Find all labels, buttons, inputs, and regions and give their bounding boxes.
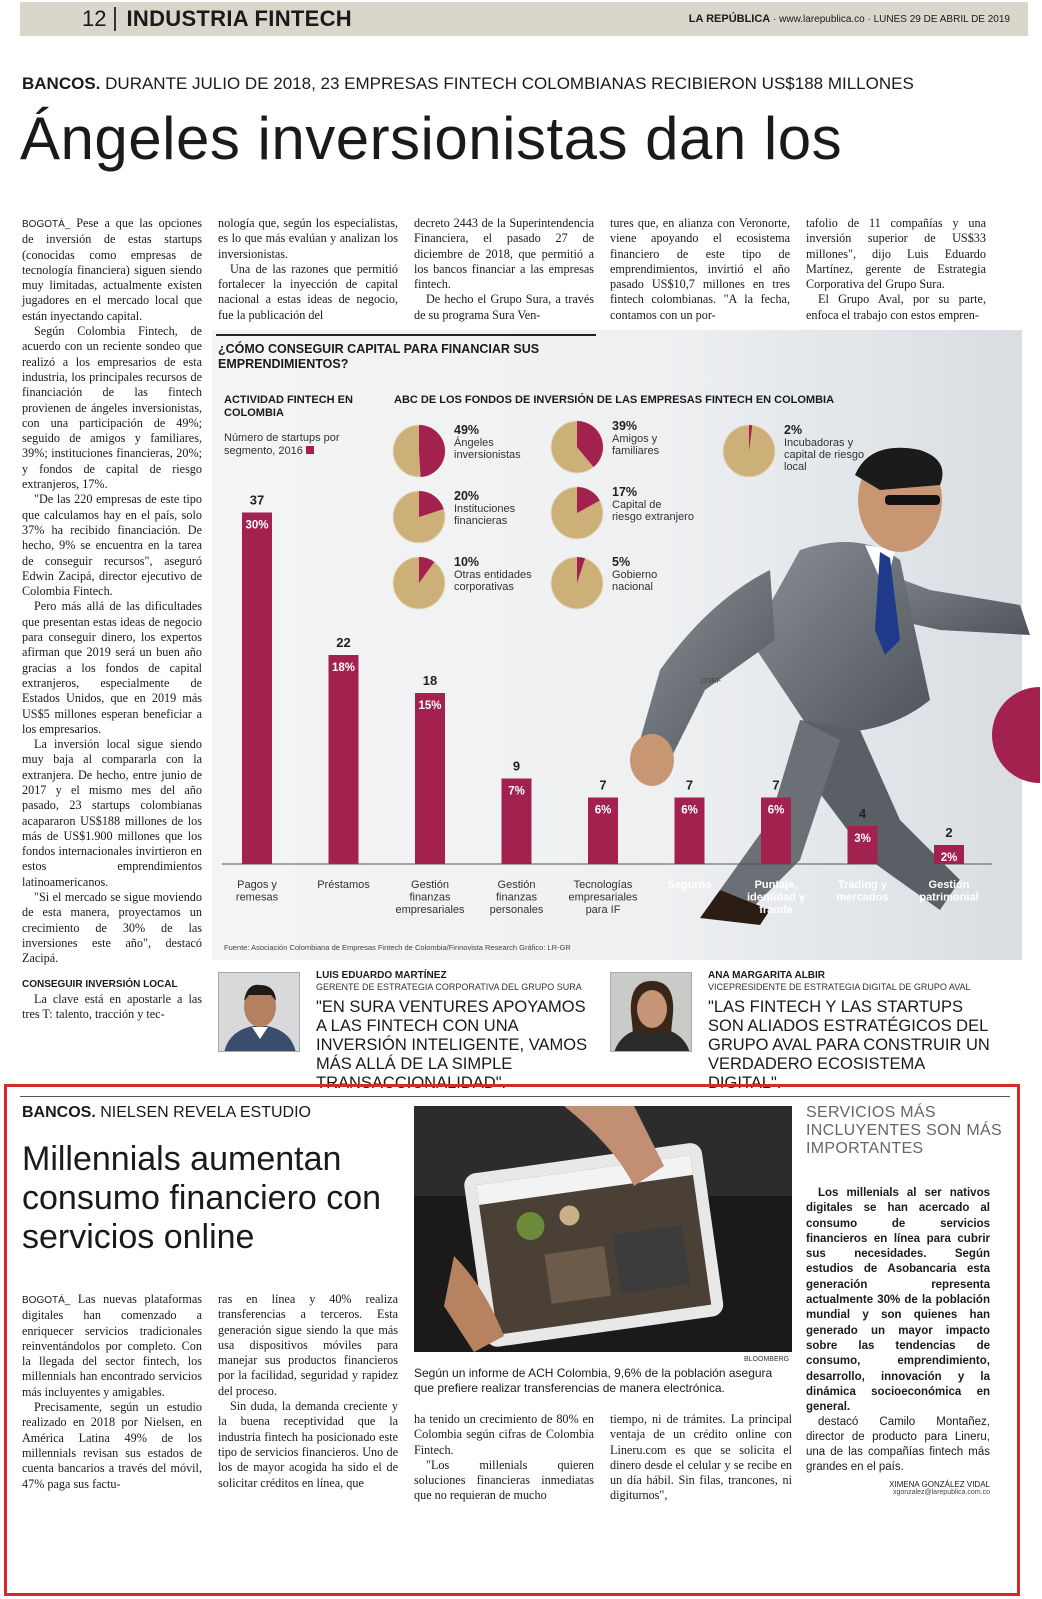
quote-text: "LAS FINTECH Y LAS STARTUPS SON ALIADOS ESTRATÉGICOS DEL GRUPO AVAL PARA CONSTRUIR UN VERDADERO ECOSISTEMA DIGITAL".: [708, 998, 990, 1092]
article-kicker: [22, 74, 914, 94]
paragraph: El Grupo Aval, por su parte, enfoca el trabajo con estos empren-: [806, 292, 986, 322]
paragraph: Las nuevas plataformas digitales han comenzado a enriquecer servicios tradicionales reinventándolos por completo. Con la llegada del sector fintech, los millennials han encontrado servicios más incluyentes y amigables.: [22, 1292, 203, 1399]
article2-headline: Millennials aumentan consumo financiero con servicios online: [22, 1140, 382, 1256]
tablet-photo: [414, 1106, 792, 1352]
paragraph: Sin duda, la demanda creciente y la buena receptividad que la industria fintech ha posicionado este tipo de servicios financieros. Uno de los de mayor acogida ha sido el de solicitar créditos en línea, que: [218, 1399, 398, 1490]
bar-percent-label: 6%: [594, 804, 612, 817]
pie-percent: 39%: [612, 419, 638, 433]
quote-author-name: ANA MARGARITA ALBIR: [708, 970, 826, 981]
bar: [329, 655, 359, 864]
pie-label: [454, 490, 536, 527]
pie-item: [392, 424, 536, 478]
paragraph: ha tenido un crecimiento de 80% en Colombia según cifras de Colombia Fintech.: [414, 1412, 594, 1457]
quote-block-2: [708, 970, 994, 1093]
paragraph: nología que, según los especialistas, es lo que más evalúan y analizan los inversionistas.: [218, 216, 398, 261]
pie-label: [784, 424, 866, 473]
pie-label: [454, 424, 536, 461]
pie-chart: [392, 424, 446, 478]
bar-percent-label: 18%: [331, 662, 356, 674]
article-column-5: [806, 216, 986, 323]
pie-category: Gobierno nacional: [612, 569, 658, 593]
paragraph: ras en línea y 40% realiza transferencias a terceros. Esta generación sigue siendo la que más usa dispositivos móviles para manejar sus productos financieros por la facilidad, seguridad y rapidez del proceso.: [218, 1292, 398, 1398]
section-title: INDUSTRIA FINTECH: [126, 6, 352, 31]
pie-chart: [722, 424, 776, 478]
bar-category-label: Puntaje, identidad y fraude: [746, 879, 806, 916]
pie-chart: [392, 490, 446, 544]
sidebar-title: SERVICIOS MÁS INCLUYENTES SON MÁS IMPORTANTES: [806, 1104, 1002, 1157]
bar-category-label: Seguros: [667, 879, 712, 891]
bar-percent-label: 30%: [245, 519, 269, 532]
dateline: BOGOTÁ_: [22, 219, 71, 230]
pie-item: [550, 420, 694, 474]
bar-percent-label: 6%: [681, 804, 698, 817]
kicker-bold: BANCOS.: [22, 74, 101, 93]
bar-percent-label: 2%: [940, 852, 958, 864]
pie-section-title: ABC DE LOS FONDOS DE INVERSIÓN DE LAS EMPRESAS FINTECH EN COLOMBIA: [394, 394, 835, 406]
article2-column-3: [414, 1412, 594, 1504]
article-column-3: [414, 216, 594, 323]
paragraph: Una de las razones que permitió fortalecer la inyección de capital nacional a estas ideas de negocio, fue la publicación del: [218, 261, 398, 322]
author-name: XIMENA GONZÁLEZ VIDAL: [889, 1480, 990, 1489]
bar-percent-label: 15%: [418, 700, 442, 712]
site-date: · www.larepublica.co · LUNES 29 DE ABRIL DE 2019: [773, 14, 1010, 25]
subhead: CONSEGUIR INVERSIÓN LOCAL: [22, 978, 178, 990]
paragraph: decreto 2443 de la Superintendencia Financiera, el pasado 27 de diciembre de 2018, que permitió a los bancos financiar a las empresas fintech.: [414, 216, 594, 292]
brand-name: LA REPÚBLICA: [688, 13, 771, 25]
pie-slice: [419, 425, 445, 477]
pie-category: Incubadoras y capital de riesgo local: [784, 437, 865, 473]
bar-category-label: Gestión patrimonial: [919, 879, 979, 904]
pie-item: [550, 486, 694, 540]
paragraph: Pese a que las opciones de inversión de estas startups (conocidas como empresas de tecnología financiera) siguen siendo muy limitadas, actualmente existen jugadores en el mercado local que están inyectando capital.: [22, 216, 202, 323]
paragraph: La clave está en apostarle a las tres T: talento, tracción y tec-: [22, 991, 202, 1022]
article2-kicker: [22, 1104, 311, 1122]
pie-percent: 2%: [784, 423, 803, 437]
pie-label: [454, 556, 536, 593]
bar-value-label: 2: [945, 825, 953, 840]
quote-author-role: VICEPRESIDENTE DE ESTRATEGIA DIGITAL DE GRUPO AVAL: [708, 982, 971, 992]
paragraph: "De las 220 empresas de este tipo que calculamos hay en el país, solo 37% ha recibido financiación. De hecho, 9% se encuentra en la tarea de conseguir recursos", aseguró Edwin Zacipá, director ejecutivo de Colombia Fintech.: [22, 492, 202, 599]
source-note: Fuente: Asociación Colombiana de Empresas Fintech de Colombia/Finnovista Research Gráfico: LR-GR: [224, 943, 571, 952]
divider: [20, 1096, 1010, 1097]
quote-block-1: [316, 970, 596, 1093]
bar-value-label: 9: [512, 758, 521, 774]
kicker-text: DURANTE JULIO DE 2018, 23 EMPRESAS FINTECH COLOMBIANAS RECIBIERON US$188 MILLONES: [105, 74, 914, 93]
bar-chart-title: ACTIVIDAD FINTECH EN COLOMBIA: [224, 394, 353, 419]
photo-caption: Según un informe de ACH Colombia, 9,6% de la población asegura que prefiere realizar transferencias de manera electrónica.: [414, 1366, 773, 1395]
paragraph: Según Colombia Fintech, de acuerdo con un reciente sondeo que realizó a los empresarios de esta industria, los principales recursos de financiación de las fintech provienen de ángeles inversionistas, con una participación de 49%; seguido de amigos y familiares, 39%; instituciones financieras, 20%; y fondos de capital de riesgo extranjeros, 17%.: [22, 324, 202, 492]
bar-chart-note: [224, 432, 364, 458]
article2-column-4: [610, 1412, 792, 1504]
photo-credit: 123RF: [700, 678, 722, 685]
bar-note-text: Número de startups por segmento, 2016: [224, 432, 340, 457]
page-number: 12: [20, 7, 116, 31]
avatar-martinez: [218, 972, 300, 1052]
photo-credit: BLOOMBERG: [744, 1356, 790, 1363]
pie-label: [612, 420, 694, 457]
paragraph: "Los millenials quieren soluciones financieras inmediatas que no requieran de mucho: [414, 1457, 594, 1503]
article2-column-1: [22, 1292, 202, 1492]
bar-category-label: Trading y mercados: [836, 879, 889, 904]
article2-column-2: [218, 1292, 398, 1491]
bar: [242, 513, 272, 865]
infographic-rule: [216, 334, 596, 336]
pie-percent: 20%: [454, 489, 480, 503]
pie-item: [550, 556, 694, 610]
paragraph: La inversión local sigue siendo muy baja al compararla con la extranjera. De hecho, entre junio de 2017 y el mismo mes del año pasado, 23 startups colombianas acapararon US$188 millones de los más de US$1.900 millones que los fondos internacionales invirtieron en estos emprendimientos latinoamericanos.: [22, 737, 202, 889]
kicker-text: NIELSEN REVELA ESTUDIO: [100, 1104, 311, 1121]
pie-percent: 17%: [612, 485, 638, 499]
paragraph: Precisamente, según un estudio realizado en 2018 por Nielsen, en América Latina 49% de los millennials revisan sus estados de cuenta bancarios a través del móvil, 47% paga sus factu-: [22, 1400, 202, 1491]
bar-percent-label: 7%: [508, 785, 525, 798]
paragraph: De hecho el Grupo Sura, a través de su programa Sura Ven-: [414, 292, 594, 322]
pie-percent: 49%: [454, 423, 480, 437]
kicker-bold: BANCOS.: [22, 1104, 96, 1121]
paragraph: tiempo, ni de trámites. La principal ventaja de un crédito online con Lineru.com es que se solicita el dinero desde el celular y se recibe en un día hábil. Sin filas, trancones, ni digiturnos",: [610, 1412, 792, 1503]
bar-value-label: 7: [685, 777, 694, 793]
pie-category: Otras entidades corporativas: [454, 569, 532, 593]
bar-value-label: 7: [599, 777, 607, 793]
pie-category: Capital de riesgo extranjero: [612, 499, 694, 523]
infographic-title: ¿CÓMO CONSEGUIR CAPITAL PARA FINANCIAR SUS EMPRENDIMIENTOS?: [218, 342, 540, 371]
bar: [415, 693, 445, 864]
article-column-4: [610, 216, 790, 323]
quote-author-role: GERENTE DE ESTRATEGIA CORPORATIVA DEL GRUPO SURA: [316, 982, 582, 992]
sidebar-body: Los millenials al ser nativos digitales se han acercado al consumo de servicios financieros en línea para cubrir sus necesidades. Según estudios de Asobancaria esta generación representa actualmente 30% de la población mundial y son quienes han generado un mayor impacto sobre las tendencias de consumo, emprendimiento, desarrollo, innovación y la dinámica socioeconómica en general.: [806, 1187, 990, 1414]
pie-percent: 5%: [612, 555, 631, 569]
pie-chart: [392, 556, 446, 610]
pie-label: [612, 486, 694, 523]
paragraph: tures que, en alianza con Veronorte, viene apoyando el ecosistema financiero de este tipo de emprendimientos, invirtió el año pasado US$10,7 millones en tres fintech colombianas. "A la fecha, contamos con un por-: [610, 216, 790, 322]
quote-text: "EN SURA VENTURES APOYAMOS A LAS FINTECH CON UNA INVERSIÓN INTELIGENTE, VAMOS MÁS ALLÁ DE LA SIMPLE TRANSACCIONALIDAD".: [316, 998, 588, 1092]
quote-author-name: LUIS EDUARDO MARTÍNEZ: [316, 970, 447, 981]
article-column-1: [22, 216, 202, 1022]
bar-value-label: 37: [249, 492, 265, 508]
bar-value-label: 7: [772, 777, 780, 793]
avatar-albir: [610, 972, 692, 1052]
bar-percent-label: 6%: [767, 804, 785, 817]
article-headline: Ángeles inversionistas dan los: [20, 105, 843, 172]
pie-label: [612, 556, 694, 593]
pie-item: [722, 424, 866, 478]
pie-chart: [550, 486, 604, 540]
sidebar-closing: destacó Camilo Montañez, director de producto para Lineru, una de las compañías fintech más grandes en el país.: [806, 1416, 990, 1473]
masthead-info: [689, 13, 1028, 25]
page-header: [20, 2, 1028, 36]
bar-category-label: Préstamos: [317, 879, 370, 891]
bar-category-label: Gestión finanzas personales: [489, 879, 544, 916]
paragraph: "Si el mercado se sigue moviendo de esta manera, proyectamos un crecimiento de 30% de las inversiones este año", destacó Zacipá.: [22, 890, 202, 966]
paragraph: tafolio de 11 compañías y una inversión superior de US$33 millones", dijo Luis Eduardo Martínez, gerente de Estrategia Corporativa del Grupo Sura.: [806, 216, 986, 292]
paragraph: Pero más allá de las dificultades que presentan estas ideas de negocio para conseguir dinero, los expertos afirman que 2019 será un buen año gracias a los fondos de capital extranjeros, especialmente de Estados Unidos, que en 2019 más US$5 millones esperan beneficiar a los empresarios.: [22, 599, 202, 736]
article-column-2: [218, 216, 398, 323]
pie-category: Instituciones financieras: [454, 503, 516, 527]
dateline: BOGOTÁ_: [22, 1295, 71, 1306]
author-credit: [806, 1480, 990, 1496]
bar-category-label: Tecnologías empresariales para IF: [568, 879, 638, 916]
pie-percent: 10%: [454, 555, 480, 569]
pie-category: Ángeles inversionistas: [454, 437, 521, 461]
pie-category: Amigos y familiares: [612, 433, 660, 457]
bar-value-label: 4: [858, 806, 867, 821]
bar-value-label: 22: [336, 635, 351, 650]
bar-category-label: Pagos y remesas: [235, 879, 279, 904]
bar-category-label: Gestión finanzas empresariales: [395, 879, 465, 916]
bar-value-label: 18: [422, 673, 438, 688]
legend-swatch: [306, 446, 314, 454]
pie-chart: [550, 420, 604, 474]
pie-item: [392, 556, 536, 610]
pie-item: [392, 490, 536, 544]
pie-chart: [550, 556, 604, 610]
bar-percent-label: 3%: [854, 833, 871, 845]
author-email: xgonzalez@larepublica.com.co: [893, 1489, 990, 1496]
bar: [848, 826, 878, 864]
